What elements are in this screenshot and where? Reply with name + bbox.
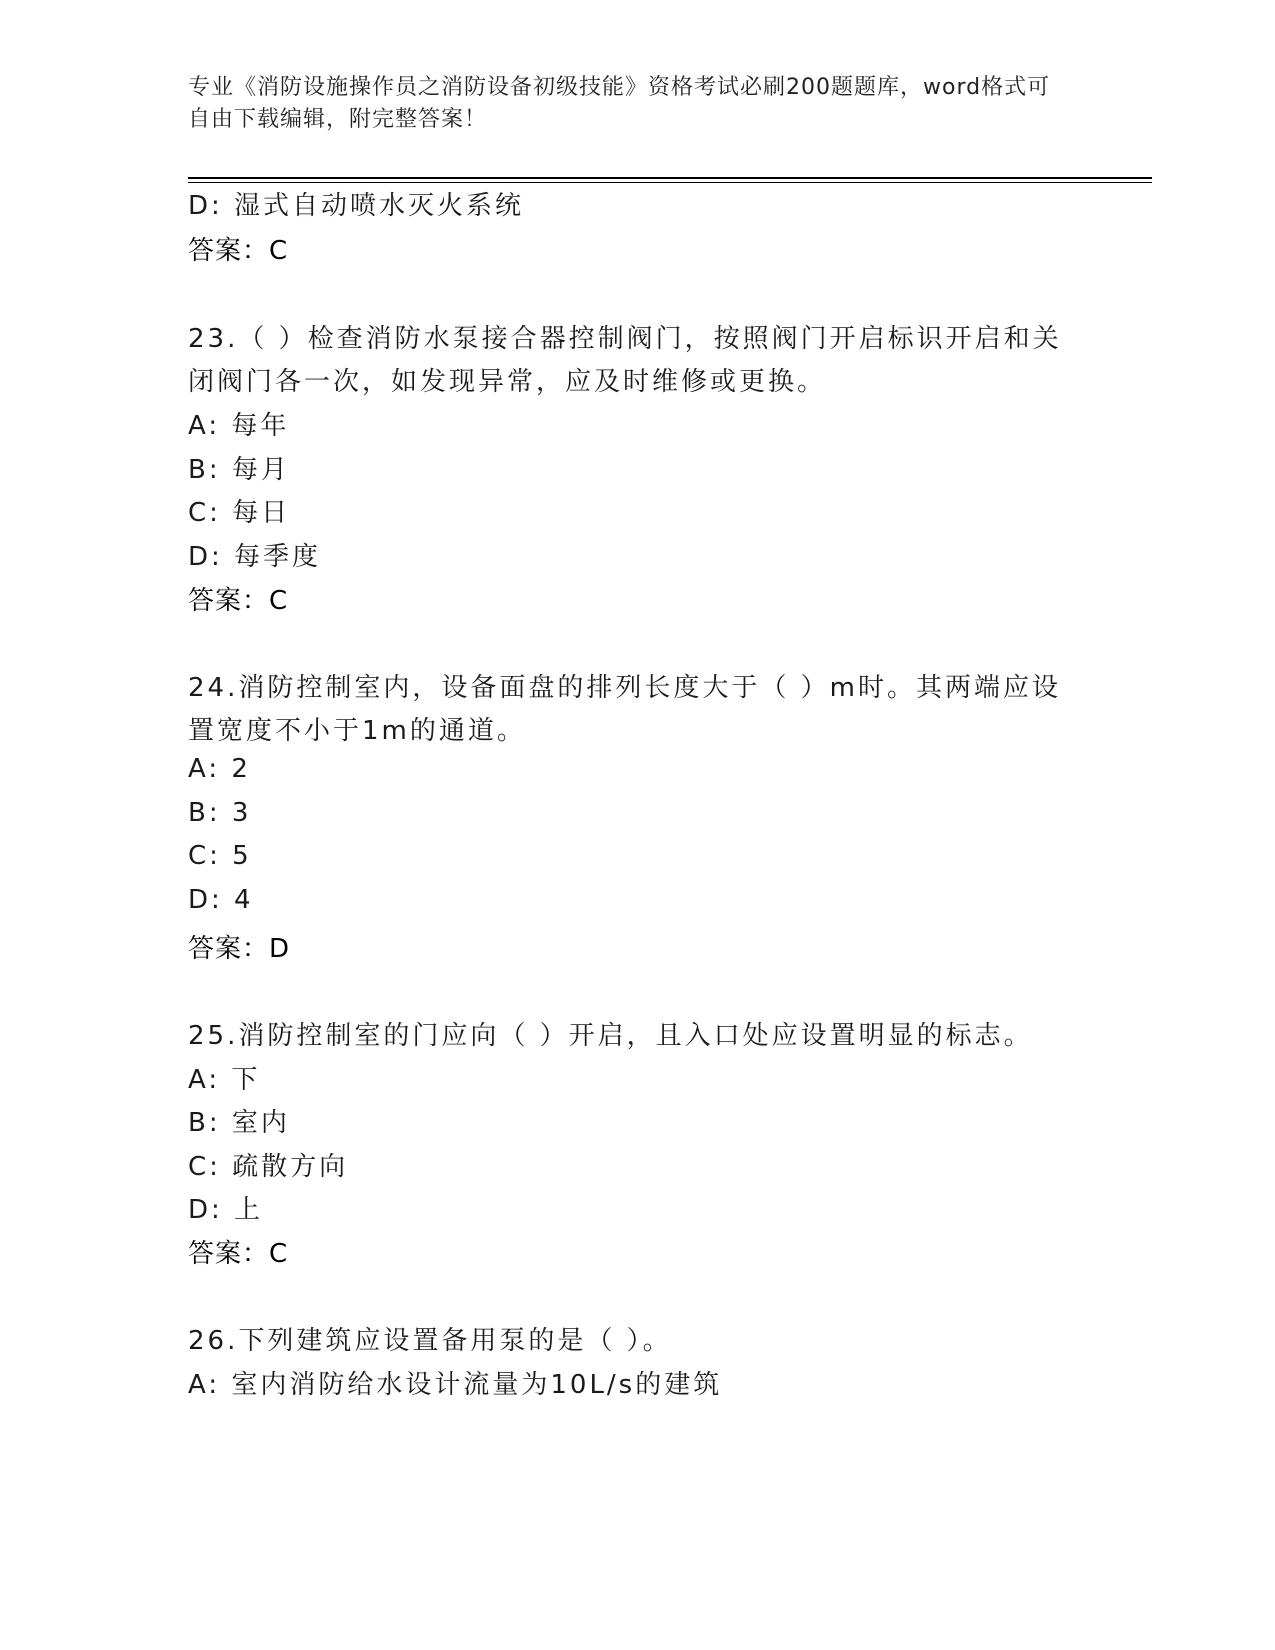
q25-answer: 答案：C — [188, 1239, 289, 1269]
header-rule-thick — [188, 177, 1152, 179]
header-rule-thin — [188, 182, 1152, 183]
q24-option-c: C: 5 — [188, 841, 252, 871]
q25-stem-line1: 25.消防控制室的门应向（ ）开启，且入口处应设置明显的标志。 — [188, 1021, 1033, 1051]
q23-option-a: A: 每年 — [188, 411, 290, 441]
q24-option-a: A: 2 — [188, 754, 251, 784]
q24-answer: 答案：D — [188, 934, 291, 964]
q25-option-c: C: 疏散方向 — [188, 1152, 349, 1182]
q24-option-d: D: 4 — [188, 885, 254, 915]
q23-answer: 答案：C — [188, 586, 289, 616]
document-header: 专业《消防设施操作员之消防设备初级技能》资格考试必刷200题题库，word格式可自由下载编辑，附完整答案！ — [188, 75, 1051, 132]
q23-option-d: D: 每季度 — [188, 542, 322, 572]
q23-option-c: C: 每日 — [188, 498, 291, 528]
q26-stem-line1: 26.下列建筑应设置备用泵的是（ ）。 — [188, 1326, 672, 1356]
q23-option-b: B: 每月 — [188, 455, 290, 485]
q24-option-b: B: 3 — [188, 798, 252, 828]
q24-stem-line1: 24.消防控制室内，设备面盘的排列长度大于（ ）m时。其两端应设 — [188, 673, 1061, 703]
q26-option-a: A: 室内消防给水设计流量为10L/s的建筑 — [188, 1370, 723, 1400]
q25-option-d: D: 上 — [188, 1195, 264, 1225]
q25-option-a: A: 下 — [188, 1065, 261, 1095]
prev-answer: 答案：C — [188, 236, 289, 266]
prev-option-d: D: 湿式自动喷水灭火系统 — [188, 191, 525, 221]
q25-option-b: B: 室内 — [188, 1108, 290, 1138]
q23-stem-line1: 23.（ ）检查消防水泵接合器控制阀门，按照阀门开启标识开启和关 — [188, 324, 1062, 354]
q23-stem-line2: 闭阀门各一次，如发现异常，应及时维修或更换。 — [188, 367, 827, 397]
q24-stem-line2: 置宽度不小于1m的通道。 — [188, 716, 526, 746]
